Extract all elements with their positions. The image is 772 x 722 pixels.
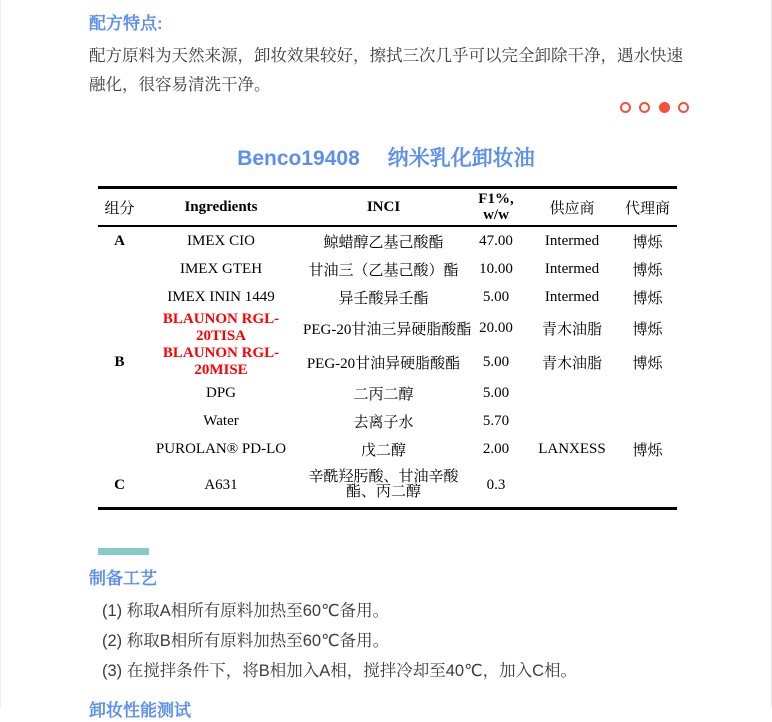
table-row — [98, 255, 677, 283]
section-accent-bar — [98, 548, 149, 555]
cell-ingredient: IMEX CIO — [187, 232, 255, 249]
cell-supplier: Intermed — [544, 260, 600, 277]
col-header-agent: 代理商 — [618, 188, 677, 227]
cell-agent: 博烁 — [632, 355, 663, 372]
table-row — [98, 283, 677, 311]
cell-ingredient: PUROLAN® PD-LO — [155, 440, 287, 457]
table-row — [98, 407, 677, 435]
makeup-removal-test-heading: 卸妆性能测试 — [89, 701, 191, 720]
cell-percent: 2.00 — [482, 440, 510, 457]
preparation-heading: 制备工艺 — [89, 569, 157, 588]
table-row — [98, 463, 677, 509]
cell-inci: 甘油三（乙基己酸）酯 — [308, 262, 459, 279]
cell-inci: 辛酰羟肟酸、甘油辛酸酯、丙二醇 — [308, 469, 459, 500]
cell-agent — [618, 407, 677, 435]
cell-agent — [618, 379, 677, 407]
cell-ingredient: IMEX ININ 1449 — [167, 288, 275, 305]
table-row — [98, 345, 677, 379]
cell-ingredient: Water — [203, 412, 239, 429]
cell-inci: 戊二醇 — [360, 442, 406, 459]
cell-inci: 去离子水 — [353, 414, 414, 431]
cell-agent — [618, 463, 677, 509]
carousel-dot-1[interactable] — [620, 102, 631, 113]
f1-label-line2: w/w — [483, 207, 509, 223]
features-paragraph: 配方原料为天然来源，卸妆效果较好，擦拭三次几乎可以完全卸除干净，遇水快速融化，很容易清洗干净。 — [89, 47, 683, 94]
cell-ingredient: IMEX GTEH — [179, 260, 263, 277]
cell-supplier: LANXESS — [538, 440, 606, 457]
cell-supplier: 青木油脂 — [541, 355, 602, 372]
cell-ingredient: DPG — [205, 384, 236, 401]
col-header-supplier: 供应商 — [526, 188, 618, 227]
cell-percent: 47.00 — [479, 232, 513, 249]
cell-percent: 5.70 — [482, 412, 510, 429]
formula-title — [1, 146, 771, 172]
col-header-f1-ww — [466, 188, 526, 227]
cell-supplier — [526, 379, 618, 407]
cell-percent: 20.00 — [479, 319, 513, 336]
cell-ingredient-highlighted: BLAUNON RGL-20TISA — [162, 311, 280, 344]
cell-supplier — [526, 407, 618, 435]
features-heading: 配方特点: — [89, 14, 163, 33]
cell-phase: A — [114, 232, 125, 249]
table-row — [98, 435, 677, 463]
preparation-section — [1, 548, 771, 686]
cell-phase — [98, 407, 141, 435]
ingredients-table — [98, 186, 677, 510]
cell-supplier: 青木油脂 — [541, 321, 602, 338]
carousel-dots — [1, 102, 771, 116]
cell-phase — [98, 311, 141, 345]
cell-ingredient-highlighted: BLAUNON RGL-20MISE — [162, 345, 280, 378]
cell-agent: 博烁 — [632, 262, 663, 279]
cell-phase — [98, 435, 141, 463]
cell-agent: 博烁 — [632, 442, 663, 459]
formula-code: Benco19408 — [237, 147, 360, 170]
prep-step-2: (2) 称取B相所有原料加热至60℃备用。 — [102, 632, 390, 650]
table-row — [98, 379, 677, 407]
cell-phase — [98, 255, 141, 283]
carousel-dot-2[interactable] — [639, 102, 650, 113]
cell-inci: 二丙二醇 — [353, 386, 414, 403]
cell-supplier: Intermed — [544, 288, 600, 305]
cell-phase — [98, 283, 141, 311]
cell-phase — [98, 379, 141, 407]
cell-percent: 5.00 — [482, 353, 510, 370]
f1-label-line1: F1%, — [478, 191, 514, 207]
prep-step-1: (1) 称取A相所有原料加热至60℃备用。 — [102, 602, 390, 620]
table-row — [98, 311, 677, 345]
col-header-ingredients: Ingredients — [141, 188, 301, 227]
carousel-dot-3[interactable] — [659, 102, 670, 113]
formula-name: 纳米乳化卸妆油 — [387, 147, 535, 170]
cell-inci: PEG-20甘油三异硬脂酸酯 — [303, 321, 472, 338]
table-header-row — [98, 188, 677, 227]
formula-features-section — [1, 0, 771, 100]
cell-agent: 博烁 — [632, 234, 663, 251]
table-row — [98, 226, 677, 255]
cell-phase: C — [114, 476, 125, 493]
carousel-dot-4[interactable] — [678, 102, 689, 113]
cell-inci: PEG-20甘油异硬脂酸酯 — [306, 355, 461, 372]
cell-supplier — [526, 463, 618, 509]
col-header-component: 组分 — [98, 188, 141, 227]
cell-phase: B — [114, 353, 125, 370]
cell-agent: 博烁 — [632, 290, 663, 307]
cell-ingredient: A631 — [204, 476, 238, 493]
cell-percent: 0.3 — [486, 476, 506, 493]
cell-percent: 5.00 — [482, 384, 510, 401]
prep-step-3: (3) 在搅拌条件下，将B相加入A相，搅拌冷却至40℃，加入C相。 — [102, 662, 578, 680]
preparation-steps — [89, 596, 683, 686]
cell-supplier: Intermed — [544, 232, 600, 249]
cell-agent: 博烁 — [632, 321, 663, 338]
col-header-inci: INCI — [301, 188, 466, 227]
cell-inci: 鲸蜡醇乙基己酸酯 — [323, 234, 444, 251]
cell-percent: 10.00 — [479, 260, 513, 277]
cell-inci: 异壬酸异壬酯 — [338, 290, 429, 307]
cell-percent: 5.00 — [482, 288, 510, 305]
makeup-removal-test-section — [1, 700, 771, 722]
